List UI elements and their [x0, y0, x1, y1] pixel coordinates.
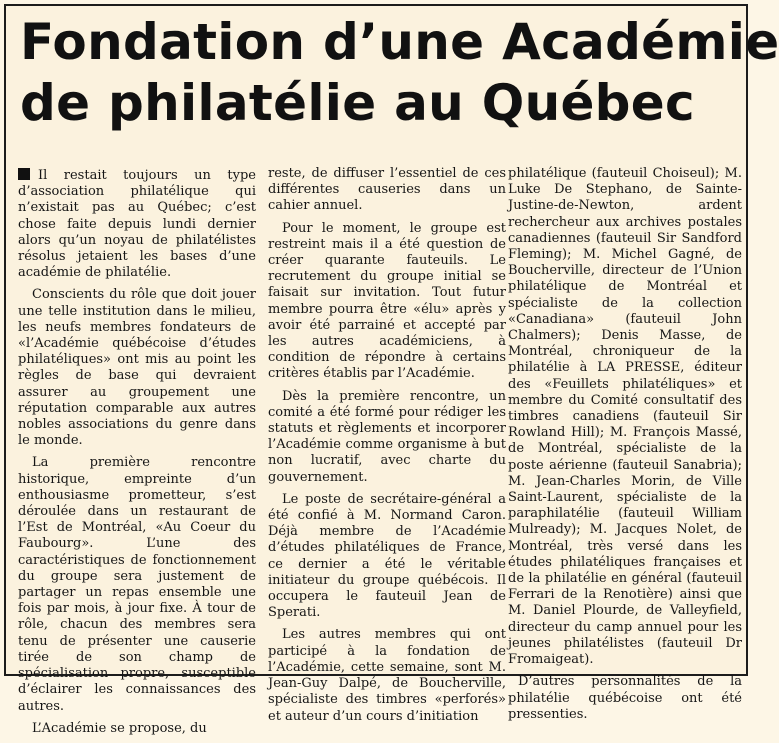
- paragraph: La première rencontre historique, empreinte d’un enthousiasme prometteur, s’est déroulée dans un restaurant de l’Est de Montréal, «Au Coeur du Faubourg». L’une des caractéristiques de fonctionnement du groupe sera justement de partager un repas ensemble une fois par mois, à jour fixe. À tour de rôle, chacun des membres sera tenu de présenter une causerie tirée de son champ de spécialisation propre, susceptible d’éclairer les connaissances des autres.: [18, 455, 256, 714]
- paragraph: Le poste de secrétaire-général a été confié à M. Normand Caron. Déjà membre de l’Académie d’études philatéliques de France, ce dernier a été le véritable initiateur du groupe québécois. Il occupera le fauteuil Jean de Sperati.: [268, 491, 506, 621]
- paragraph: philatélique (fauteuil Choiseul); M. Luke De Stephano, de Sainte-Justine-de-Newton, ardent rechercheur aux archives postales canadiennes (fauteuil Sir Sandford Fleming); M. Michel Gagné, de Boucherville, directeur de l’Union philatélique de Montréal et spécialiste de la collection «Canadiana» (fauteuil John Chalmers); Denis Masse, de Montréal, chroniqueur de la philatélie à LA PRESSE, éditeur des «Feuillets philatéliques» et membre du Comité consultatif des timbres canadiens (fauteuil Sir Rowland Hill); M. François Massé, de Montréal, spécialiste de la poste aérienne (fauteuil Sanabria); M. Jean-Charles Morin, de Ville Saint-Laurent, spécialiste de la paraphilatélie (fauteuil William Mulready); M. Jacques Nolet, de Montréal, très versé dans les études philatéliques françaises et de la philatélie en général (fauteuil Ferrari de la Renotière) ainsi que M. Daniel Plourde, de Valleyfield, directeur du camp annuel pour les jeunes philatélistes (fauteuil Dr Fromaigeat).: [508, 166, 742, 668]
- column-2: [268, 166, 506, 731]
- paragraph: reste, de diffuser l’essentiel de ces différentes causeries dans un cahier annuel.: [268, 166, 506, 214]
- column-1: [18, 168, 256, 743]
- paragraph-text: Il restait toujours un type d’association philatélique qui n’existait pas au Québec; c’est chose faite depuis lundi dernier alors qu’un noyau de philatélistes résolus jetaient les bases d’une académie de philatélie.: [18, 168, 256, 281]
- column-3: [508, 166, 742, 729]
- paragraph: Pour le moment, le groupe est restreint mais il a été question de créer quarante fauteuils. Le recrutement du groupe initial se faisait sur invitation. Tout futur membre pourra être «élu» après y avoir été parrainé et accepté par les autres académiciens, à condition de répondre à certains critères établis par l’Académie.: [268, 220, 506, 382]
- article-frame: [4, 4, 779, 736]
- paragraph: L’Académie se propose, du: [32, 720, 207, 736]
- square-bullet-icon: [18, 168, 30, 180]
- paragraph: D’autres personnalités de la philatélie québécoise ont été pressenties.: [508, 674, 742, 722]
- headline: [6, 12, 779, 134]
- paragraph: [18, 168, 256, 281]
- paragraph: Les autres membres qui ont participé à la fondation de l’Académie, cette semaine, sont M. Jean-Guy Dalpé, de Boucherville, spécialiste des timbres «perforés» et auteur d’un cours d’initiation: [268, 627, 506, 724]
- paragraph: Dès la première rencontre, un comité a été formé pour rédiger les statuts et règlements et incorporer l’Académie comme organisme à but non lucratif, avec charte du gouvernement.: [268, 388, 506, 485]
- paragraph: Conscients du rôle que doit jouer une telle institution dans le milieu, les neufs membres fondateurs de «l’Académie québécoise d’études philatéliques» ont mis au point les règles de base qui devraient assurer au groupement une réputation comparable aux autres nobles associations du genre dans le monde.: [18, 287, 256, 449]
- headline-line-2: de philatélie au Québec: [20, 74, 695, 132]
- headline-line-1: Fondation d’une Académie: [20, 13, 779, 71]
